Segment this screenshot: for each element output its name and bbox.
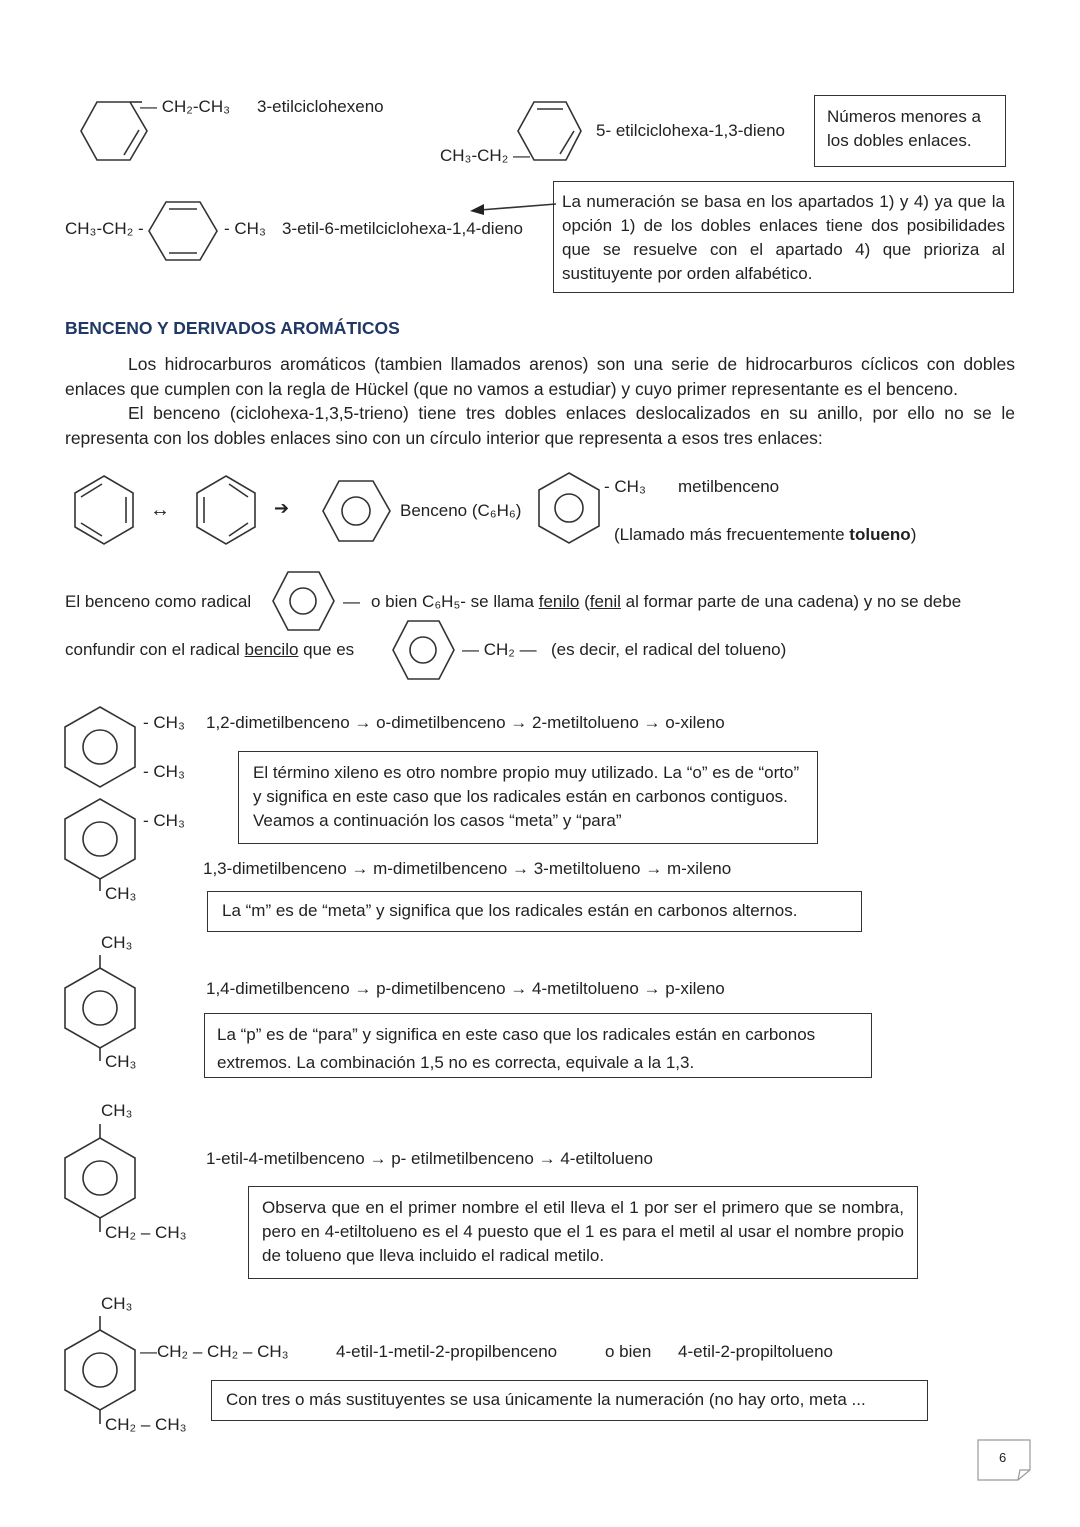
note-propyl	[211, 1380, 928, 1421]
phenyl-ring	[272, 571, 336, 631]
para-substituent-2: CH₃	[105, 1052, 137, 1071]
paragraph-aromatics	[65, 352, 1015, 401]
diene2-left-substituent: CH₃-CH₂ -	[65, 219, 144, 238]
note-para-text: La “p” es de “para” y significa en este caso que los radicales están en carbonos extremos. La combinación 1,5 no es correcta, equivale a la 1,3.	[217, 1025, 816, 1072]
ortho-names: 1,2-dimetilbenceno → o-dimetilbenceno → 2-metiltolueno → o-xileno	[206, 713, 725, 732]
benzene-name: Benceno (C₆H₆)	[400, 501, 522, 520]
propyl-substituent-2: —CH₂ – CH₂ – CH₃	[140, 1342, 289, 1361]
cyclohexadiene-substituent: CH₃-CH₂ —	[440, 146, 531, 165]
para-xylene-ring	[64, 955, 138, 1065]
term-bencilo: bencilo	[244, 640, 299, 659]
toluene-note-pre: (Llamado más frecuentemente	[614, 525, 850, 544]
benzene-kekule-2	[196, 475, 258, 545]
note-numbering	[553, 181, 1014, 293]
radical-line1	[371, 592, 961, 612]
toluene-name: metilbenceno	[678, 477, 780, 496]
benzyl-ring	[392, 620, 456, 680]
radical-paren: (	[579, 592, 590, 611]
paragraph-benzene	[65, 401, 1015, 450]
radical-line2	[65, 640, 354, 660]
ortho-substituent-2: - CH₃	[143, 762, 185, 781]
propyl-alt-name: 4-etil-2-propiltolueno	[678, 1342, 833, 1361]
radical-line2-pre: confundir con el radical	[65, 640, 245, 659]
meta-xylene-ring	[64, 797, 138, 891]
cyclohexene-name: 3-etilciclohexeno	[257, 97, 384, 116]
resonance-arrow: ↔	[150, 499, 170, 521]
page-number: 6	[999, 1450, 1007, 1465]
propyl-substituent-3: CH₂ – CH₃	[105, 1415, 187, 1434]
propyl-substituent-1: CH₃	[101, 1294, 133, 1313]
cyclohexadiene-name: 5- etilciclohexa-1,3-dieno	[596, 121, 785, 140]
ethyltoluene-ring	[64, 1124, 138, 1236]
toluene-note-bold: tolueno	[849, 525, 911, 544]
benzene-ring	[322, 480, 392, 542]
note-ortho	[238, 751, 818, 844]
benzene-kekule-1	[74, 475, 136, 545]
toluene-note	[614, 525, 916, 545]
radical-line1-pre: El benceno como radical	[65, 592, 252, 611]
meta-substituent-1: - CH₃	[143, 811, 185, 830]
para-substituent-1: CH₃	[101, 933, 133, 952]
toluene-note-post: )	[910, 525, 917, 544]
note-meta	[207, 891, 862, 932]
diene2-right-substituent: - CH₃	[224, 219, 266, 238]
note-meta-text: La “m” es de “meta” y significa que los radicales están en carbonos alternos.	[222, 901, 798, 920]
paragraph-aromatics-text: Los hidrocarburos aromáticos (tambien llamados arenos) son una serie de hidrocarburos cíclicos con dobles enlaces que cumplen con la regla de Hückel (que no vamos a estudiar) y cuyo primer representante es el benceno.	[65, 354, 1015, 399]
note-lower-numbers-text: Números menores a los dobles enlaces.	[827, 107, 982, 150]
term-fenilo: fenilo	[538, 592, 580, 611]
note-ortho-text: El término xileno es otro nombre propio muy utilizado. La “o” es de “orto” y significa en este caso que los radicales están en carbonos contiguos. Veamos a continuación los casos “meta” y “para”	[253, 763, 800, 830]
propyltoluene-ring	[64, 1316, 138, 1428]
ortho-xylene-ring	[64, 706, 138, 788]
section-title: BENCENO Y DERIVADOS AROMÁTICOS	[65, 318, 400, 338]
radical-line1-mid: o bien C₆H₅- se llama	[371, 592, 539, 611]
note-lower-numbers	[814, 95, 1006, 167]
conversion-arrow: ➔	[274, 498, 290, 518]
radical-line2-mid: que es	[298, 640, 355, 659]
benzyl-ch2: — CH₂ —	[462, 640, 537, 659]
note-propyl-text: Con tres o más sustituyentes se usa únicamente la numeración (no hay orto, meta ...	[226, 1390, 866, 1409]
toluene-substituent: - CH₃	[604, 477, 646, 496]
meta-substituent-2: CH₃	[105, 884, 137, 903]
meta-names: 1,3-dimetilbenceno → m-dimetilbenceno → 3-metiltolueno → m-xileno	[203, 859, 732, 878]
ethyl-substituent-1: CH₃	[101, 1101, 133, 1120]
term-fenil: fenil	[589, 592, 621, 611]
diene2-name: 3-etil-6-metilciclohexa-1,4-dieno	[282, 219, 523, 238]
note-para	[204, 1013, 872, 1078]
note-ethyl-text: Observa que en el primer nombre el etil lleva el 1 por ser el primero que se nombra, pero en 4-etiltolueno es el 4 puesto que el 1 es para el metil al usar el nombre propio de tolueno que lleva incluido el radical metilo.	[262, 1198, 904, 1265]
toluene-ring	[538, 472, 602, 544]
cyclohexene-substituent: — CH₂-CH₃	[140, 97, 231, 116]
para-names: 1,4-dimetilbenceno → p-dimetilbenceno → 4-metiltolueno → p-xileno	[206, 979, 725, 998]
phenyl-bond: —	[343, 592, 360, 611]
ethyl-names: 1-etil-4-metilbenceno → p- etilmetilbenceno → 4-etiltolueno	[206, 1149, 653, 1168]
note-numbering-text: La numeración se basa en los apartados 1) y 4) ya que la opción 1) de los dobles enlaces tiene dos posibilidades que se resuelve con el apartado 4) que prioriza al sustituyente por orden alfabético.	[562, 192, 1005, 283]
ortho-substituent-1: - CH₃	[143, 713, 185, 732]
propyl-or: o bien	[605, 1342, 652, 1361]
cyclohexa-1-4-diene-ring	[148, 200, 220, 262]
arrow-to-note	[470, 200, 560, 216]
propyl-name: 4-etil-1-metil-2-propilbenceno	[336, 1342, 558, 1361]
radical-line2-post: (es decir, el radical del tolueno)	[551, 640, 787, 659]
note-ethyl	[248, 1186, 918, 1279]
ethyl-substituent-2: CH₂ – CH₃	[105, 1223, 187, 1242]
radical-line1-post: al formar parte de una cadena) y no se debe	[620, 592, 962, 611]
paragraph-benzene-text: El benceno (ciclohexa-1,3,5-trieno) tiene tres dobles enlaces deslocalizados en su anillo, por ello no se le representa con los dobles enlaces sino con un círculo interior que representa a esos tres enlaces:	[65, 403, 1015, 448]
